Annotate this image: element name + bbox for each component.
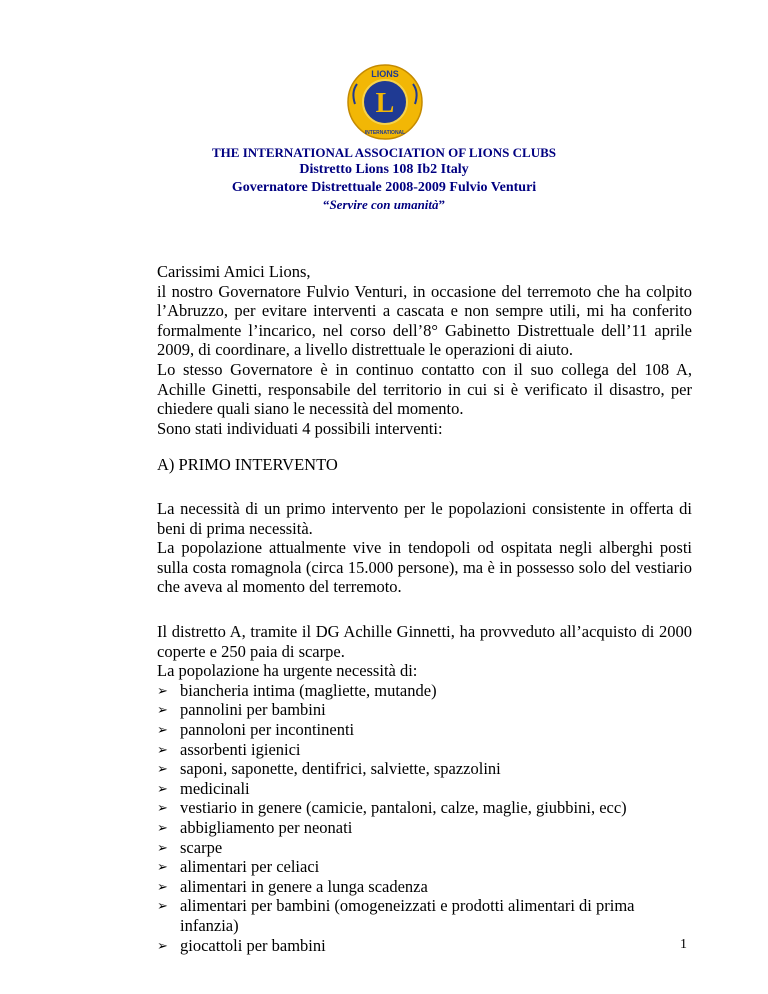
section-title: A) PRIMO INTERVENTO: [157, 455, 338, 474]
paragraph: La popolazione ha urgente necessità di:: [157, 661, 418, 681]
arrow-bullet-icon: ➢: [157, 937, 168, 953]
arrow-bullet-icon: ➢: [157, 800, 168, 816]
paragraph: Il distretto A, tramite il DG Achille Ginnetti, ha provveduto all’acquisto di 2000 coperte e 250 paia di scarpe.: [157, 622, 692, 661]
lions-logo: [347, 64, 423, 140]
needs-list: [157, 681, 692, 955]
list-item: ➢ alimentari per bambini (omogeneizzati e prodotti alimentari di prima infanzia): [157, 896, 635, 935]
paragraph: Sono stati individuati 4 possibili interventi:: [157, 418, 443, 438]
paragraph: La popolazione attualmente vive in tendopoli od ospitata negli alberghi posti sulla costa romagnola (circa 15.000 persone), ma è in possesso solo del vestiario che aveva al momento del terremoto.: [157, 538, 692, 597]
greeting-block: [157, 262, 692, 438]
list-item: ➢ medicinali: [157, 778, 250, 798]
list-item: ➢ alimentari per celiaci: [157, 857, 320, 877]
arrow-bullet-icon: ➢: [157, 721, 168, 737]
governor-line: Governatore Distrettuale 2008-2009 Fulvio Venturi: [231, 180, 537, 195]
arrow-bullet-icon: ➢: [157, 761, 168, 777]
district-block: [157, 622, 692, 955]
page-number: 1: [680, 937, 687, 952]
logo-top-text: LIONS: [371, 69, 399, 79]
org-name: THE INTERNATIONAL ASSOCIATION OF LIONS CLUBS: [212, 145, 556, 160]
logo-letter: L: [375, 88, 395, 119]
motto: “Servire con umanità”: [322, 197, 446, 212]
list-item: ➢ biancheria intima (magliette, mutande): [157, 680, 437, 700]
list-item: ➢ vestiario in genere (camicie, pantaloni, calze, maglie, giubbini, ecc): [157, 798, 627, 818]
list-item: ➢ assorbenti igienici: [157, 739, 301, 759]
arrow-bullet-icon: ➢: [157, 859, 168, 875]
list-item: ➢ pannoloni per incontinenti: [157, 719, 355, 739]
arrow-bullet-icon: ➢: [157, 741, 168, 757]
arrow-bullet-icon: ➢: [157, 702, 168, 718]
arrow-bullet-icon: ➢: [157, 780, 168, 796]
list-item: ➢ alimentari in genere a lunga scadenza: [157, 876, 428, 896]
need-block: [157, 499, 692, 597]
arrow-bullet-icon: ➢: [157, 839, 168, 855]
logo-bottom-text: INTERNATIONAL: [364, 130, 406, 136]
paragraph: il nostro Governatore Fulvio Venturi, in occasione del terremoto che ha colpito l’Abruzzo, per evitare interventi a cascata e non sempre utili, mi ha conferito formalmente l’incarico, nel corso dell’8° Gabinetto Distrettuale dell’11 aprile 2009, di coordinare, a livello distrettuale le operazioni di aiuto.: [157, 281, 692, 360]
list-item: ➢ giocattoli per bambini: [157, 935, 326, 955]
list-item: ➢ scarpe: [157, 837, 223, 857]
list-item: ➢ saponi, saponette, dentifrici, salviette, spazzolini: [157, 759, 501, 779]
letterhead: [0, 145, 768, 213]
list-item: ➢ pannolini per bambini: [157, 700, 326, 720]
list-item: ➢ abbigliamento per neonati: [157, 817, 353, 837]
paragraph: La necessità di un primo intervento per le popolazioni consistente in offerta di beni di prima necessità.: [157, 499, 692, 538]
arrow-bullet-icon: ➢: [157, 819, 168, 835]
arrow-bullet-icon: ➢: [157, 898, 168, 914]
arrow-bullet-icon: ➢: [157, 878, 168, 894]
district-name: Distretto Lions 108 Ib2 Italy: [299, 162, 469, 177]
arrow-bullet-icon: ➢: [157, 682, 168, 698]
paragraph: Lo stesso Governatore è in continuo contatto con il suo collega del 108 A, Achille Ginetti, responsabile del territorio in cui si è verificato il disastro, per chiedere quali siano le necessità del momento.: [157, 359, 692, 419]
salutation: Carissimi Amici Lions,: [157, 262, 311, 281]
